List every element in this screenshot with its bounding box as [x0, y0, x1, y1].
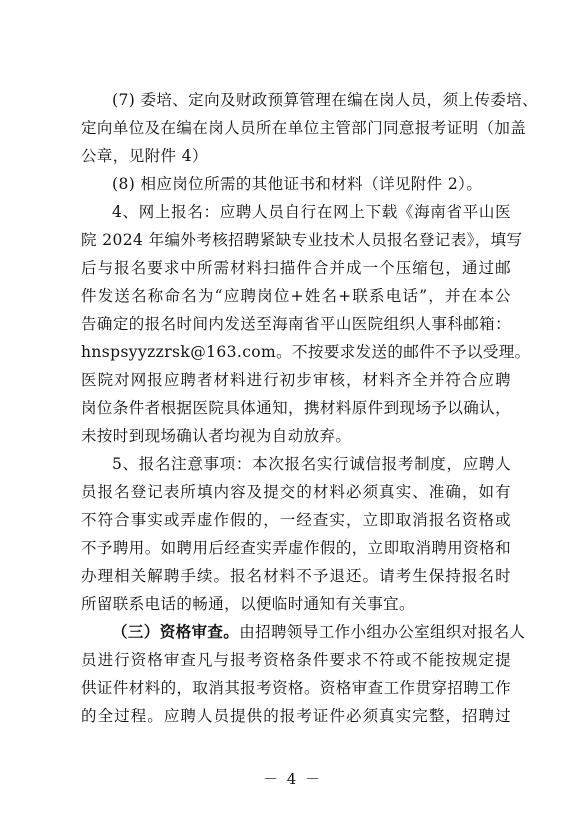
section-heading: （三）资格审查。 — [112, 622, 240, 641]
paragraph-line: 岗位条件者根据医院具体通知，携材料原件到现场予以确认， — [81, 399, 511, 417]
paragraph-line: 员进行资格审查凡与报考资格条件要求不符或不能按规定提 — [81, 651, 511, 669]
paragraph-line: 不予聘用。如聘用后经查实弄虚作假的，立即取消聘用资格和 — [81, 539, 511, 557]
paragraph-line: 定向单位及在编在岗人员所在单位主管部门同意报考证明（加盖 — [81, 119, 527, 137]
email-line: hnspsyyzzrsk@163.com。不按要求发送的邮件不予以受理。 — [81, 343, 531, 361]
paragraph-line: 的全过程。应聘人员提供的报考证件必须真实完整，招聘过 — [81, 707, 511, 725]
paragraph-line: 员报名登记表所填内容及提交的材料必须真实、准确，如有 — [81, 483, 511, 501]
paragraph-line: 医院对网报应聘者材料进行初步审核，材料齐全并符合应聘 — [81, 371, 511, 389]
paragraph-line: 所留联系电话的畅通，以便临时通知有关事宜。 — [81, 595, 415, 613]
page-number: － 4 － — [262, 770, 323, 788]
paragraph-line: 院 2024 年编外考核招聘紧缺专业技术人员报名登记表》，填写 — [81, 231, 523, 249]
paragraph-line: 5、报名注意事项：本次报名实行诚信报考制度，应聘人 — [112, 455, 511, 473]
paragraph-line: 公章，见附件 4） — [81, 147, 208, 165]
paragraph-line: 未按时到现场确认者均视为自动放弃。 — [81, 427, 352, 445]
paragraph-line: 告确定的报名时间内发送至海南省平山医院组织人事科邮箱： — [81, 315, 511, 333]
section-heading-line — [112, 618, 526, 646]
paragraph-line: 办理相关解聘手续。报名材料不予退还。请考生保持报名时 — [81, 567, 511, 585]
paragraph-text: 由招聘领导工作小组办公室组织对报名人 — [239, 623, 526, 641]
paragraph-line: 不符合事实或弄虚作假的，一经查实，立即取消报名资格或 — [81, 511, 511, 529]
paragraph-line: 4、网上报名：应聘人员自行在网上下载《海南省平山医 — [112, 203, 511, 221]
paragraph-line: 件发送名称命名为“应聘岗位+姓名+联系电话”，并在本公 — [81, 287, 511, 305]
paragraph-line: (8) 相应岗位所需的其他证书和材料（详见附件 2）。 — [112, 175, 483, 193]
paragraph-line: (7) 委培、定向及财政预算管理在编在岗人员，须上传委培、 — [112, 91, 538, 109]
paragraph-line: 后与报名要求中所需材料扫描件合并成一个压缩包，通过邮 — [81, 259, 511, 277]
paragraph-line: 供证件材料的，取消其报考资格。资格审查工作贯穿招聘工作 — [81, 679, 511, 697]
